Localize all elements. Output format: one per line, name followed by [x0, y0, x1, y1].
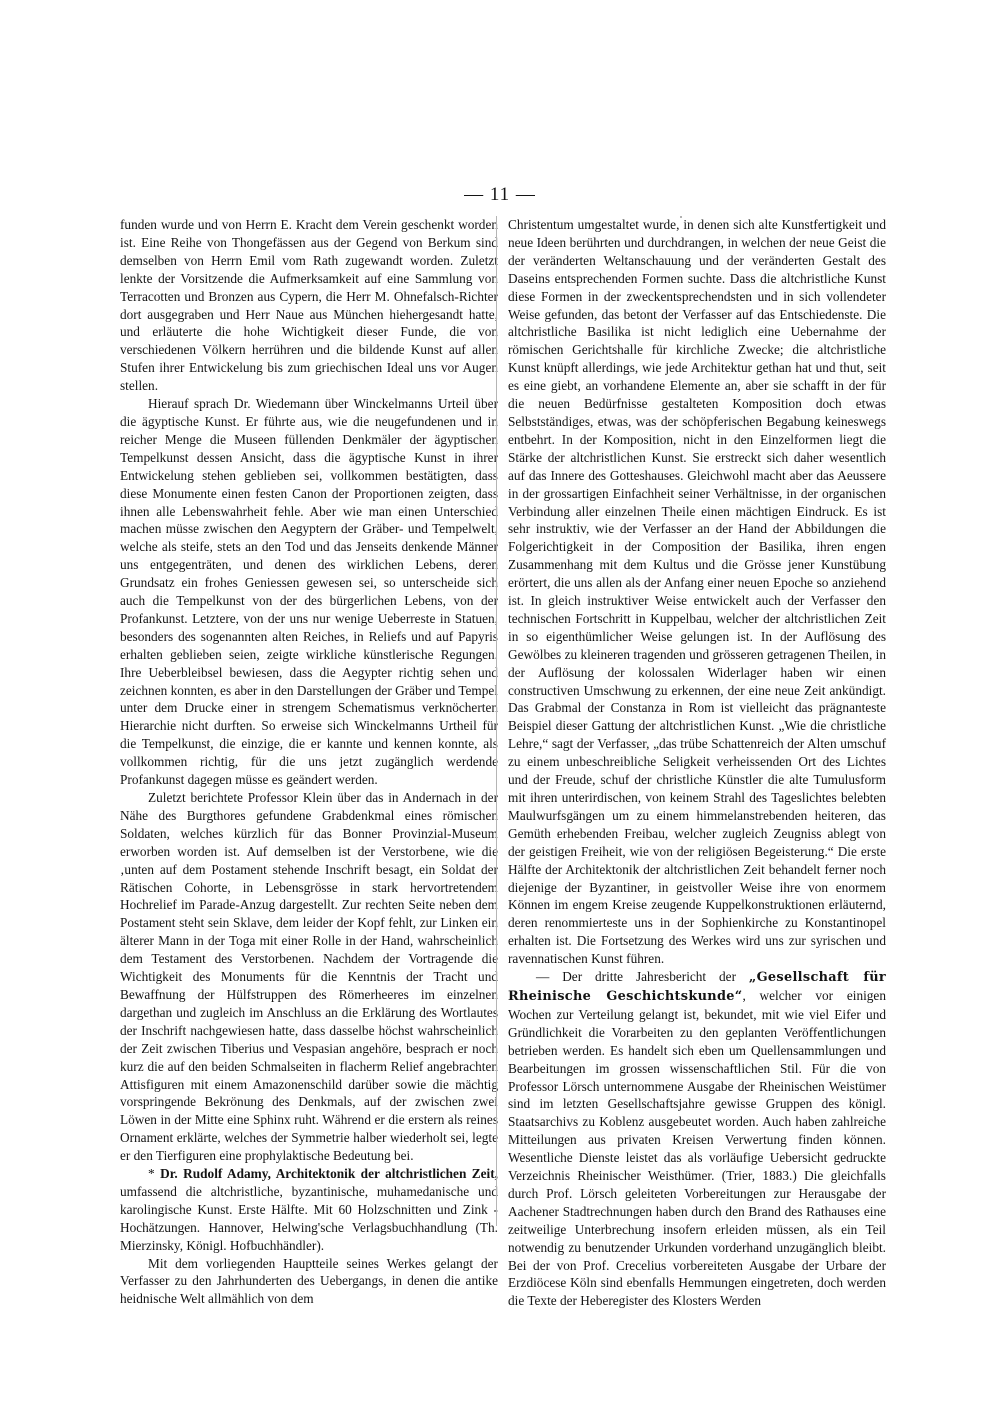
right-column	[508, 216, 886, 1309]
page-number: — 11 —	[464, 184, 536, 205]
paragraph-lead: — Der dritte Jahresbericht der	[536, 969, 749, 985]
paragraph-continuation: funden wurde und von Herrn E. Kracht dem Verein geschenkt worden ist. Eine Reihe von Thongefässen aus der Gegend von Berkum sind demselben von Herrn Emil vom Rath zugewandt worden. Zuletzt lenkte der Vorsitzende die Aufmerksamkeit auf eine Sammlung von Terracotten und Bronzen aus Cypern, die Herr M. Ohnefalsch-Richter dort ausgegraben und Herr Naue aus München hiehergesandt hatte, und erläuterte die hohe Wichtigkeit dieser Funde, die von verschiedenen Völkern herrühren und die bildende Kunst auf allen Stufen ihrer Entwickelung bis zum griechischen Ideal uns vor Augen stellen.	[120, 217, 498, 394]
book-review-entry	[120, 1165, 498, 1255]
paragraph-review-start: Mit dem vorliegenden Hauptteile seines Werkes gelangt der Verfasser zu den Jahrhunderten des Uebergangs, in denen die antike heidnische Welt allmählich von dem	[120, 1255, 498, 1307]
review-asterisk: *	[148, 1166, 155, 1182]
left-column	[120, 216, 499, 1307]
paragraph-body: , welcher vor einigen Wochen zur Verteilung gelangt ist, bekundet, mit wie viel Eifer und Gründlichkeit die Vorarbeiten zu den geplanten Veröffentlichungen betrieben werden. Es handelt sich eben um Quellensammlungen und Bearbeitungen im grossen wissenschaftlichen Stil. Für die von Professor Lörsch unternommene Ausgabe der Rheinischen Weistümer sind im letzten Gesellschaftsjahre gewisse Gruppen des königl. Staatsarchivs zu Koblenz ausgebeutet worden. Auch haben zahlreiche Mitteilungen aus privaten Kreisen Verwertung finden können. Wesentliche Dienste leistet das als vorläufige Uebersicht gedruckte Verzeichnis Rheinischer Weisthümer. (Trier, 1883.) Die gleichfalls durch Prof. Lörsch geleiteten Vorbereitungen zur Herausgabe der Aachener Stadtrechnungen haben durch den Brand des Rathauses eine zeitweilige Unterbrechung insofern erleiden müssen, als ein Teil notwendig zu benutzender Urkunden vorderhand unzugänglich bleibt. Bei der von Prof. Crecelius vorbereiteten Ausgabe der Urbare der Erzdiöcese Köln sind ebenfalls Hemmungen eingetreten, doch werden die Texte der Heberegister des Klosters Werden	[508, 987, 886, 1309]
book-title: Dr. Rudolf Adamy, Architektonik der altchristlichen Zeit,	[160, 1166, 498, 1182]
paragraph-gesellschaft	[508, 968, 886, 1310]
society-name: „Gesellschaft für Rheinische Geschichtskunde“	[508, 970, 886, 1004]
paragraph-wiedemann: Hierauf sprach Dr. Wiedemann über Winckelmanns Urteil über die ägyptische Kunst. Er führte aus, wie die neugefundenen und in reicher Menge die Museen füllenden Denkmäler der ägyptischen Tempelkunst dessen Ansicht, dass die ägyptische Kunst in ihrer Entwickelung stehen geblieben sei, vollkommen bestätigten, dass diese Monumente einen festen Canon der Proportionen zeigten, dass ihnen alle Lebenswahrheit fehle. Aber wie man einen Unterschied machen müsse zwischen den Aegyptern der Gräber- und Tempelwelt, welche als steife, stets an den Tod und das Jenseits denkende Männer uns entgegenträten, und denen des wirklichen Lebens, deren Grundsatz ein frohes Geniessen gewesen sei, so unterscheide sich auch die Tempelkunst von der des bürgerlichen Lebens, von der Profankunst. Letztere, von der uns nur wenige Ueberreste in Statuen, besonders des sogenannten alten Reiches, in Reliefs und auf Papyris erhalten geblieben seien, zeigte wirkliche künstlerische Regungen. Ihre Ueberbleibsel bewiesen, dass die Aegypter richtig sehen und zeichnen konnten, es aber in den Darstellungen der Gräber und Tempel unter dem Drucke einer in strengem Schematismus verknöcherten Hierarchie nicht durften. So erweise sich Winckelmanns Urtheil für die Tempelkunst, die einzige, die er kannte und kennen konnte, als vollkommen richtig, für die uns jetzt zugänglich werdende Profankunst dagegen müsse es geändert werden.	[120, 396, 499, 788]
column-divider	[496, 216, 497, 1226]
paragraph-review-continuation: Christentum umgestaltet wurde, in denen sich alte Kunstfertigkeit und neue Ideen berührten und durchdrangen, in welchen der neue Geist die der veränderten Weltanschauung und der veränderten Gestalt des Daseins entsprechenden Formen suchte. Dass die altchristliche Kunst diese Formen in der zweckentsprechendsten und in sich vollendeter Weise gefunden, das betont der Verfasser auf das Entschiedenste. Die altchristliche Basilika ist nicht lediglich eine Uebernahme der römischen Gerichtshalle für kirchliche Zwecke; die altchristliche Kunst knüpft allerdings, wie jede Architektur gethan hat und thut, seit es eine giebt, an vorhandene Elemente an, aber sie schafft in der für die neuen Bedürfnisse gestalteten Komposition doch etwas Selbstständiges, etwas, was der schöpferischen Begabung keineswegs entbehrt. In der Komposition, nicht in den Einzelformen liegt die Stärke der altchristlichen Kunst. Sie erstreckt sich daher wesentlich auf das Innere des Gotteshauses. Gleichwohl macht aber das Aeussere in der grossartigen Einfachheit seiner Verhältnisse, in der organischen Verbindung aller einzelnen Theile einen mächtigen Eindruck. Es ist sehr instruktiv, wie der Verfasser an der Hand der Abbildungen die Folgerichtigkeit in der Composition der Basilika, ihren engen Zusammenhang mit dem Kultus und die Grösse jener Kunstübung erörtert, die uns allen als der Anfang einer neuen Epoche so anziehend ist. In gleich instruktiver Weise entwickelt auch der Verfasser den technischen Fortschritt in Kuppelbau, welcher der altchristlichen Zeit in so eigenthümlicher Weise gelungen ist. In der Auflösung des Gewölbes zu kleineren tragenden und grösseren getragenen Theilen, in der Auflösung der kolossalen Widerlager haben wir einen constructiven Umschwung zu erkennen, der eine neue Zeit ankündigt. Das Grabmal der Constanza in Rom ist vielleicht das prägnanteste Beispiel dieser Gattung der altchristlichen Kunst. „Wie die christliche Lehre,“ sagt der Verfasser, „das trübe Schattenreich der Alten umschuf zu einem unbeschreibliche Seligkeit verheissenden Ort des Lichtes und der Freude, schuf der christliche Künstler die alte Tumulusform mit ihren unterirdischen, von keinem Strahl des Tageslichtes belebten Maulwurfsgängen um zu einem himmelanstrebenden heiteren, das Gemüth erhebenden Freibau, welcher zugleich Zeugniss ablegt von der geistigen Freiheit, wie von der religiösen Begeisterung.“ Die erste Hälfte der Architektonik der altchristlichen Zeit behandelt ferner noch diejenige der Byzantiner, in geistvoller Weise ihre von enormem Können im engem Kreise zeugende Kuppelkonstruktionen erläuternd, deren renommierteste uns in der Sophienkirche zu Konstantinopel erhalten ist. Die Fortsetzung des Werkes wird uns zur syrischen und ravennatischen Kunst führen.	[508, 217, 886, 967]
paragraph-klein: Zuletzt berichtete Professor Klein über das in Andernach in der Nähe des Burgthores gefundene Grabdenkmal eines römischen Soldaten, welches kürzlich für das Bonner Provinzial-Museum erworben worden ist. Auf demselben ist der Verstorbene, wie die ‚unten auf dem Postament stehende Inschrift besagt, ein Soldat der Rätischen Cohorte, in Lebensgrösse in stark hervortretendem Hochrelief im Parade-Anzug dargestellt. Zur rechten Seite neben dem Postament steht sein Sklave, dem leider der Kopf fehlt, zur Linken ein älterer Mann in der Toga mit einer Rolle in der Hand, wahrscheinlich dem Testament des Verstorbenen. Nachdem der Vortragende die Wichtigkeit des Monuments für die Kenntnis der Tracht und Bewaffnung der Hülfstruppen des Römerheeres im einzelnen dargethan und zugleich im Anschluss an die Erklärung des Wortlautes der Inschrift nachgewiesen hatte, dass dasselbe höchst wahrscheinlich der Zeit zwischen Tiberius und Vespasian angehöre, besprach er noch kurz die auf den beiden Schmalseiten in flacherm Relief angebrachten Attisfiguren mit einem Amazonenschild darüber sowie die mächtig vorspringende Bekrönung des Denkmals, auf der zwischen zwei Löwen in der Mitte eine Sphinx ruht. Während er die erstern als reines Ornament erklärte, welches der Symmetrie halber wiederholt sei, legte er den Tierfiguren eine prophylaktische Bedeutung bei.	[120, 790, 498, 1164]
book-details: umfassend die altchristliche, byzantinische, muhamedanische und karolingische Kunst. Erste Hälfte. Mit 60 Holzschnitten und Zink - Hochätzungen. Hannover, Helwing'sche Verlagsbuchhandlung (Th. Mierzinsky, Königl. Hofbuchhändler).	[120, 1183, 498, 1253]
